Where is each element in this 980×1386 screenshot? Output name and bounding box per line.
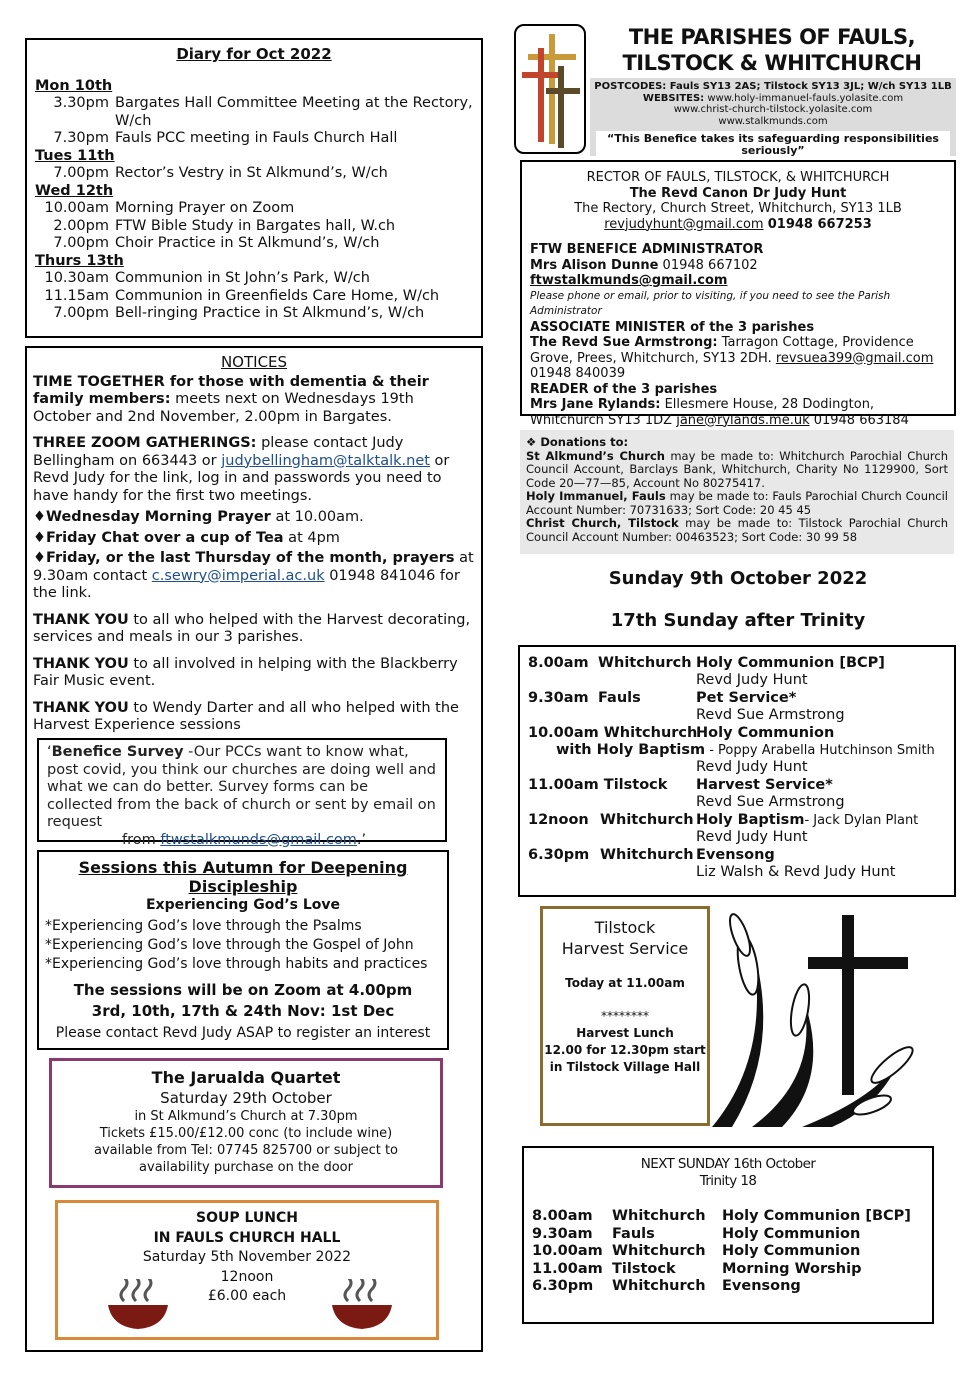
contacts-box xyxy=(520,160,956,428)
assoc-address: Tarragon Cottage, Providence Grove, Prees, Whitchurch, SY13 2DH. xyxy=(530,335,914,366)
next-heading xyxy=(532,1156,924,1190)
next-service: Holy Communion xyxy=(722,1225,861,1242)
notice-bold: THANK YOU xyxy=(33,655,129,672)
notice-thanks xyxy=(33,612,475,647)
zoom-line: The sessions will be on Zoom at 4.00pm xyxy=(73,981,413,999)
notice-time-together xyxy=(33,374,475,427)
discipleship-item: *Experiencing God’s love through the Psalms xyxy=(45,918,362,934)
assoc-line xyxy=(530,335,946,366)
discipleship-subheading: Experiencing God’s Love xyxy=(145,897,341,913)
assoc-phone: 01948 840039 xyxy=(530,366,626,381)
email-link[interactable]: c.sewry@imperial.ac.uk xyxy=(151,567,325,584)
notices-box xyxy=(25,346,483,1352)
notice-text: 01948 841046 for the link. xyxy=(33,567,460,601)
service-name xyxy=(696,812,918,830)
service-minister: Liz Walsh & Revd Judy Hunt xyxy=(696,864,896,880)
diary-entry xyxy=(35,218,473,236)
email-link[interactable]: jane@rylands.me.uk xyxy=(676,412,810,428)
next-place: Fauls xyxy=(612,1225,655,1242)
next-service-row xyxy=(532,1226,924,1244)
service-place: Whitchurch xyxy=(600,847,694,863)
soup-time: 12noon xyxy=(220,1268,274,1285)
baptism-label: with Holy Baptism xyxy=(556,742,706,758)
notice-bold: THANK YOU xyxy=(33,611,129,628)
title-line: THE PARISHES OF FAULS, xyxy=(628,25,916,49)
diary-desc: Rector’s Vestry in St Alkmund’s, W/ch xyxy=(115,165,388,181)
donation-tilstock xyxy=(526,517,948,544)
service-name: Pet Service* xyxy=(696,690,797,706)
rector-phone: 01948 667253 xyxy=(767,216,872,232)
next-service: Holy Communion [BCP] xyxy=(722,1208,911,1224)
service-time: 6.30pm xyxy=(528,847,590,863)
next-service: Holy Communion xyxy=(722,1243,861,1259)
email-link[interactable]: ftwstalkmunds@gmail.com xyxy=(530,273,728,288)
tilstock-harvest-box xyxy=(540,906,710,1126)
service-time: 12noon xyxy=(528,812,589,828)
diary-entry xyxy=(35,235,473,253)
website-link[interactable]: www.holy-immanuel-fauls.yolasite.com xyxy=(707,92,904,104)
assoc-heading: ASSOCIATE MINISTER of the 3 parishes xyxy=(530,319,815,335)
diary-entry xyxy=(35,305,473,323)
diary-list xyxy=(35,78,473,323)
church-name: Holy Immanuel, Fauls xyxy=(526,489,666,503)
admin-line xyxy=(530,258,946,289)
quartet-name: The Jarualda Quartet xyxy=(151,1068,341,1087)
crosses-logo xyxy=(514,24,586,154)
lunch-time: 12.00 for 12.30pm start xyxy=(544,1043,706,1057)
notice-text: meets next on Wednesdays 19th October and 2nd November, 2.00pm in Bargates. xyxy=(33,391,414,425)
service-minister: Revd Judy Hunt xyxy=(696,672,808,688)
rector-name: The Revd Canon Dr Judy Hunt xyxy=(629,185,847,201)
reader-heading: READER of the 3 parishes xyxy=(530,381,718,397)
discipleship-item: *Experiencing God’s love through the Gospel of John xyxy=(45,937,414,953)
reader-address: Ellesmere House, 28 Dodington, Whitchurch SY13 1DZ xyxy=(530,397,875,428)
next-service-row xyxy=(532,1261,924,1279)
diary-desc: Communion in St John’s Park, W/ch xyxy=(115,270,370,286)
service-name: Harvest Service* xyxy=(696,777,833,793)
baptism-name: - Poppy Arabella Hutchinson Smith xyxy=(705,743,935,758)
diary-time-blank xyxy=(35,113,115,131)
donations-heading: ❖ Donations to: xyxy=(526,435,629,449)
website-link[interactable]: www.stalkmunds.com xyxy=(718,115,828,127)
quartet-avail: availability purchase on the door xyxy=(139,1160,353,1175)
admin-phone: 01948 667102 xyxy=(658,257,758,273)
reader-line xyxy=(530,397,946,428)
church-name: St Alkmund’s Church xyxy=(526,448,665,463)
church-name: Christ Church, Tilstock xyxy=(526,516,679,530)
notice-bold: Wednesday Morning Prayer xyxy=(46,509,271,525)
quartet-avail: available from Tel: 07745 825700 or subject to xyxy=(93,1143,399,1158)
service-name: Evensong xyxy=(696,847,775,863)
reader-name: Mrs Jane Rylands: xyxy=(530,397,661,412)
notice-friday: ♦Friday, or the last Thursday of the month, prayers at 9.30am contact c.sewry@imperial.ac.uk 01948 841046 for the link. xyxy=(33,550,474,601)
next-place: Tilstock xyxy=(612,1260,676,1277)
service-place: Fauls xyxy=(598,690,641,706)
service-row xyxy=(528,812,946,847)
admin-note: Please phone or email, prior to visiting, if you need to see the Parish Administrator xyxy=(530,289,891,317)
next-service-row xyxy=(532,1243,924,1261)
baptism-name: - Jack Dylan Plant xyxy=(804,813,919,828)
notice-text: to all involved in helping with the Blackberry Fair Music event. xyxy=(33,655,458,689)
diary-day: Tues 11th xyxy=(35,147,115,164)
diary-day: Thurs 13th xyxy=(35,252,124,269)
trinity-heading: 17th Sunday after Trinity xyxy=(610,610,866,631)
next-date: NEXT SUNDAY 16th October xyxy=(640,1156,816,1172)
lunch-title: Harvest Lunch xyxy=(576,1026,674,1040)
survey-email-line xyxy=(47,832,437,850)
soup-lunch-box xyxy=(55,1200,439,1340)
diary-time: 11.15am xyxy=(44,287,109,304)
service-time: 9.30am xyxy=(528,690,589,706)
admin-name: Mrs Alison Dunne xyxy=(530,257,659,273)
rector-contact xyxy=(530,217,946,233)
quartet-date: Saturday 29th October xyxy=(160,1089,332,1107)
notice-thanks xyxy=(33,700,475,735)
next-place: Whitchurch xyxy=(612,1243,706,1259)
diary-desc: Bargates Hall Committee Meeting at the Rectory, xyxy=(115,95,473,111)
email-link[interactable]: judybellingham@talktalk.net xyxy=(221,452,430,469)
service-place: Whitchurch xyxy=(598,655,692,671)
contact-line: Please contact Revd Judy ASAP to register an interest xyxy=(55,1025,431,1041)
services-box xyxy=(518,645,956,897)
email-link[interactable]: ftwstalkmunds@gmail.com xyxy=(160,831,357,848)
soup-date: Saturday 5th November 2022 xyxy=(142,1249,352,1265)
next-trinity: Trinity 18 xyxy=(699,1173,757,1189)
diary-entry xyxy=(35,130,473,148)
diary-day: Mon 10th xyxy=(35,77,113,94)
soup-venue: IN FAULS CHURCH HALL xyxy=(153,1229,341,1246)
notice-bullet: ♦Friday Chat over a cup of Tea at 4pm xyxy=(33,529,340,546)
notice-text: at 9.30am contact xyxy=(33,550,474,584)
next-service: Evensong xyxy=(722,1278,801,1294)
donation-text: may be made to: Tilstock Parochial Church Council Account Number: 00463523; Sort Code: 30 99 58 xyxy=(526,516,948,544)
next-time: 6.30pm xyxy=(532,1278,594,1294)
email-link[interactable]: revjudyhunt@gmail.com xyxy=(604,216,764,232)
next-place: Whitchurch xyxy=(612,1278,706,1294)
diary-desc: Communion in Greenfields Care Home, W/ch xyxy=(115,287,440,304)
website-link[interactable]: www.christ-church-tilstock.yolasite.com xyxy=(673,104,873,115)
soup-price: £6.00 each xyxy=(207,1288,287,1304)
donation-text: may be made to: Fauls Parochial Church Council Account Number: 70731633; Sort Code: 20 45 45 xyxy=(526,489,948,517)
diary-box xyxy=(25,38,483,338)
quartet-venue: in St Alkmund’s Church at 7.30pm xyxy=(134,1109,358,1124)
discipleship-item: *Experiencing God’s love through habits and practices xyxy=(45,956,428,972)
diary-time: 7.00pm xyxy=(53,305,109,321)
service-row xyxy=(528,725,946,777)
donation-text: may be made to: Whitchurch Parochial Church Council Account, Barclays Bank, Whitchurch, Charity No 1129900, Sort Code 20—77—85, Account No 80275417. xyxy=(526,448,948,490)
divider-stars: ******** xyxy=(601,1009,649,1023)
service-row xyxy=(528,690,946,725)
rector-heading: RECTOR OF FAULS, TILSTOCK, & WHITCHURCH xyxy=(586,170,890,185)
notice-text: at 4pm xyxy=(283,529,340,546)
lunch-venue: in Tilstock Village Hall xyxy=(549,1060,701,1074)
discipleship-box xyxy=(37,850,449,1050)
reader-phone: 01948 663184 xyxy=(809,412,909,428)
wheat-cross-illustration xyxy=(712,905,922,1127)
diary-entry xyxy=(35,288,473,306)
service-minister: Revd Judy Hunt xyxy=(696,759,808,775)
diary-time: 3.30pm xyxy=(53,95,109,111)
donations-box xyxy=(520,430,954,554)
safeguarding-motto: “This Benefice takes its safeguarding responsibilities seriously” xyxy=(596,131,950,158)
admin-heading: FTW BENEFICE ADMINISTRATOR xyxy=(530,242,764,257)
diary-time: 7.00pm xyxy=(53,235,109,251)
diary-desc: Choir Practice in St Alkmund’s, W/ch xyxy=(115,235,380,251)
next-time: 10.00am xyxy=(532,1243,603,1259)
next-service-row xyxy=(532,1278,924,1296)
service-time: 11.00am Tilstock xyxy=(528,777,668,793)
survey-text: from xyxy=(122,831,161,848)
service-minister: Revd Sue Armstrong xyxy=(696,794,845,810)
notice-text: to Wendy Darter and all who helped with the Harvest Experience sessions xyxy=(33,699,459,733)
diary-desc: Morning Prayer on Zoom xyxy=(115,200,295,216)
baptism-line xyxy=(556,742,935,760)
next-service: Morning Worship xyxy=(722,1260,862,1277)
rector-address: The Rectory, Church Street, Whitchurch, SY13 1LB xyxy=(574,201,902,216)
notice-bold: THREE ZOOM GATHERINGS: xyxy=(33,435,257,451)
diary-desc: Bell-ringing Practice in St Alkmund’s, W/ch xyxy=(115,305,425,321)
quote-mark: ‘ xyxy=(47,744,52,760)
diary-desc: W/ch xyxy=(115,112,152,129)
diary-time: 10.30am xyxy=(44,270,109,286)
crosses-icon xyxy=(516,26,584,152)
diary-entry xyxy=(35,270,473,288)
service-row xyxy=(528,655,946,690)
notice-bullet: ♦Wednesday Morning Prayer at 10.00am. xyxy=(33,509,364,525)
notice-thanks xyxy=(33,656,475,691)
wheat-ears xyxy=(726,912,917,1118)
service-row xyxy=(528,777,946,812)
service-minister: Revd Sue Armstrong xyxy=(696,707,845,723)
next-time: 11.00am xyxy=(532,1260,603,1277)
quote-mark: .’ xyxy=(356,831,367,848)
notices-title: NOTICES xyxy=(220,353,288,371)
harvest-title: Harvest Service xyxy=(561,939,689,958)
harvest-time: Today at 11.00am xyxy=(565,976,685,990)
survey-box xyxy=(37,738,447,848)
next-services xyxy=(532,1208,924,1296)
notice-bold: Friday, or the last Thursday of the month, prayers xyxy=(46,550,455,566)
service-name: Holy Communion [BCP] xyxy=(696,655,885,671)
diary-day: Wed 12th xyxy=(35,182,114,199)
notice-bold: Friday Chat over a cup of Tea xyxy=(46,529,284,546)
next-service-row xyxy=(532,1208,924,1226)
header-info xyxy=(590,78,956,156)
diary-desc: Fauls PCC meeting in Fauls Church Hall xyxy=(115,130,398,146)
diary-entry xyxy=(35,95,473,113)
diary-entry xyxy=(35,200,473,218)
notice-text: or Revd Judy for the link, log in and passwords you need to have handy for the first two meetings. xyxy=(33,452,450,504)
service-time: 10.00am Whitchurch xyxy=(528,725,698,741)
service-minister: Revd Judy Hunt xyxy=(696,829,808,845)
notice-zoom xyxy=(33,435,475,505)
cross-upright xyxy=(842,915,854,1095)
diary-entry-cont xyxy=(35,113,473,131)
sunday-date: Sunday 9th October 2022 xyxy=(608,568,868,589)
donation-fauls xyxy=(526,490,948,517)
next-place: Whitchurch xyxy=(612,1208,706,1224)
parish-title xyxy=(592,24,952,76)
diary-time: 10.00am xyxy=(44,200,109,216)
diary-time: 7.00pm xyxy=(53,165,109,181)
quartet-box xyxy=(49,1058,443,1188)
survey-text: -Our PCCs want to know what, post covid, you think our churches are doing well and what we can do better. Survey forms can be collected from the back of church or sent by email on request xyxy=(47,744,436,830)
service-place: Whitchurch xyxy=(600,812,694,828)
next-time: 9.30am xyxy=(532,1225,593,1242)
title-line: TILSTOCK & WHITCHURCH xyxy=(622,51,922,75)
notice-bold: TIME TOGETHER for those with dementia & their family members: xyxy=(33,373,429,407)
service-time: 8.00am xyxy=(528,655,589,671)
diary-time: 7.30pm xyxy=(53,130,109,146)
service-title: Holy Baptism xyxy=(696,812,805,828)
discipleship-heading: Sessions this Autumn for Deepening Discipleship xyxy=(78,858,408,896)
service-row xyxy=(528,847,946,882)
soup-title: SOUP LUNCH xyxy=(196,1210,298,1226)
diary-time: 2.00pm xyxy=(53,217,109,234)
diary-desc: FTW Bible Study in Bargates hall, W.ch xyxy=(115,217,396,234)
notice-text: at 10.00am. xyxy=(270,509,364,525)
service-name: Holy Communion xyxy=(696,725,835,741)
soup-bowl-icon xyxy=(106,1279,170,1333)
websites-line xyxy=(590,93,956,105)
cross-bar xyxy=(808,957,908,969)
diary-title: Diary for Oct 2022 xyxy=(176,45,332,63)
assoc-name: The Revd Sue Armstrong: xyxy=(530,335,718,350)
diary-entry xyxy=(35,165,473,183)
notice-bold: THANK YOU xyxy=(33,699,129,716)
tilstock-title: Tilstock xyxy=(594,918,656,937)
notice-text: to all who helped with the Harvest decorating, services and meals in our 3 parishes. xyxy=(33,611,471,645)
survey-title: Benefice Survey xyxy=(51,744,184,760)
websites-label: WEBSITES: xyxy=(642,92,705,104)
dates-line: 3rd, 10th, 17th & 24th Nov: 1st Dec xyxy=(91,1002,395,1020)
next-sunday-box xyxy=(522,1146,934,1324)
email-link[interactable]: revsuea399@gmail.com xyxy=(775,350,934,366)
soup-bowl-icon xyxy=(330,1279,394,1333)
notice-text: please contact Judy Bellingham on 663443 or xyxy=(33,435,404,469)
donation-alkmund xyxy=(526,450,948,491)
quartet-tickets: Tickets £15.00/£12.00 conc (to include wine) xyxy=(99,1126,393,1141)
postcodes: POSTCODES: Fauls SY13 2AS; Tilstock SY13 3JL; W/ch SY13 1LB xyxy=(594,81,952,92)
next-time: 8.00am xyxy=(532,1208,593,1224)
